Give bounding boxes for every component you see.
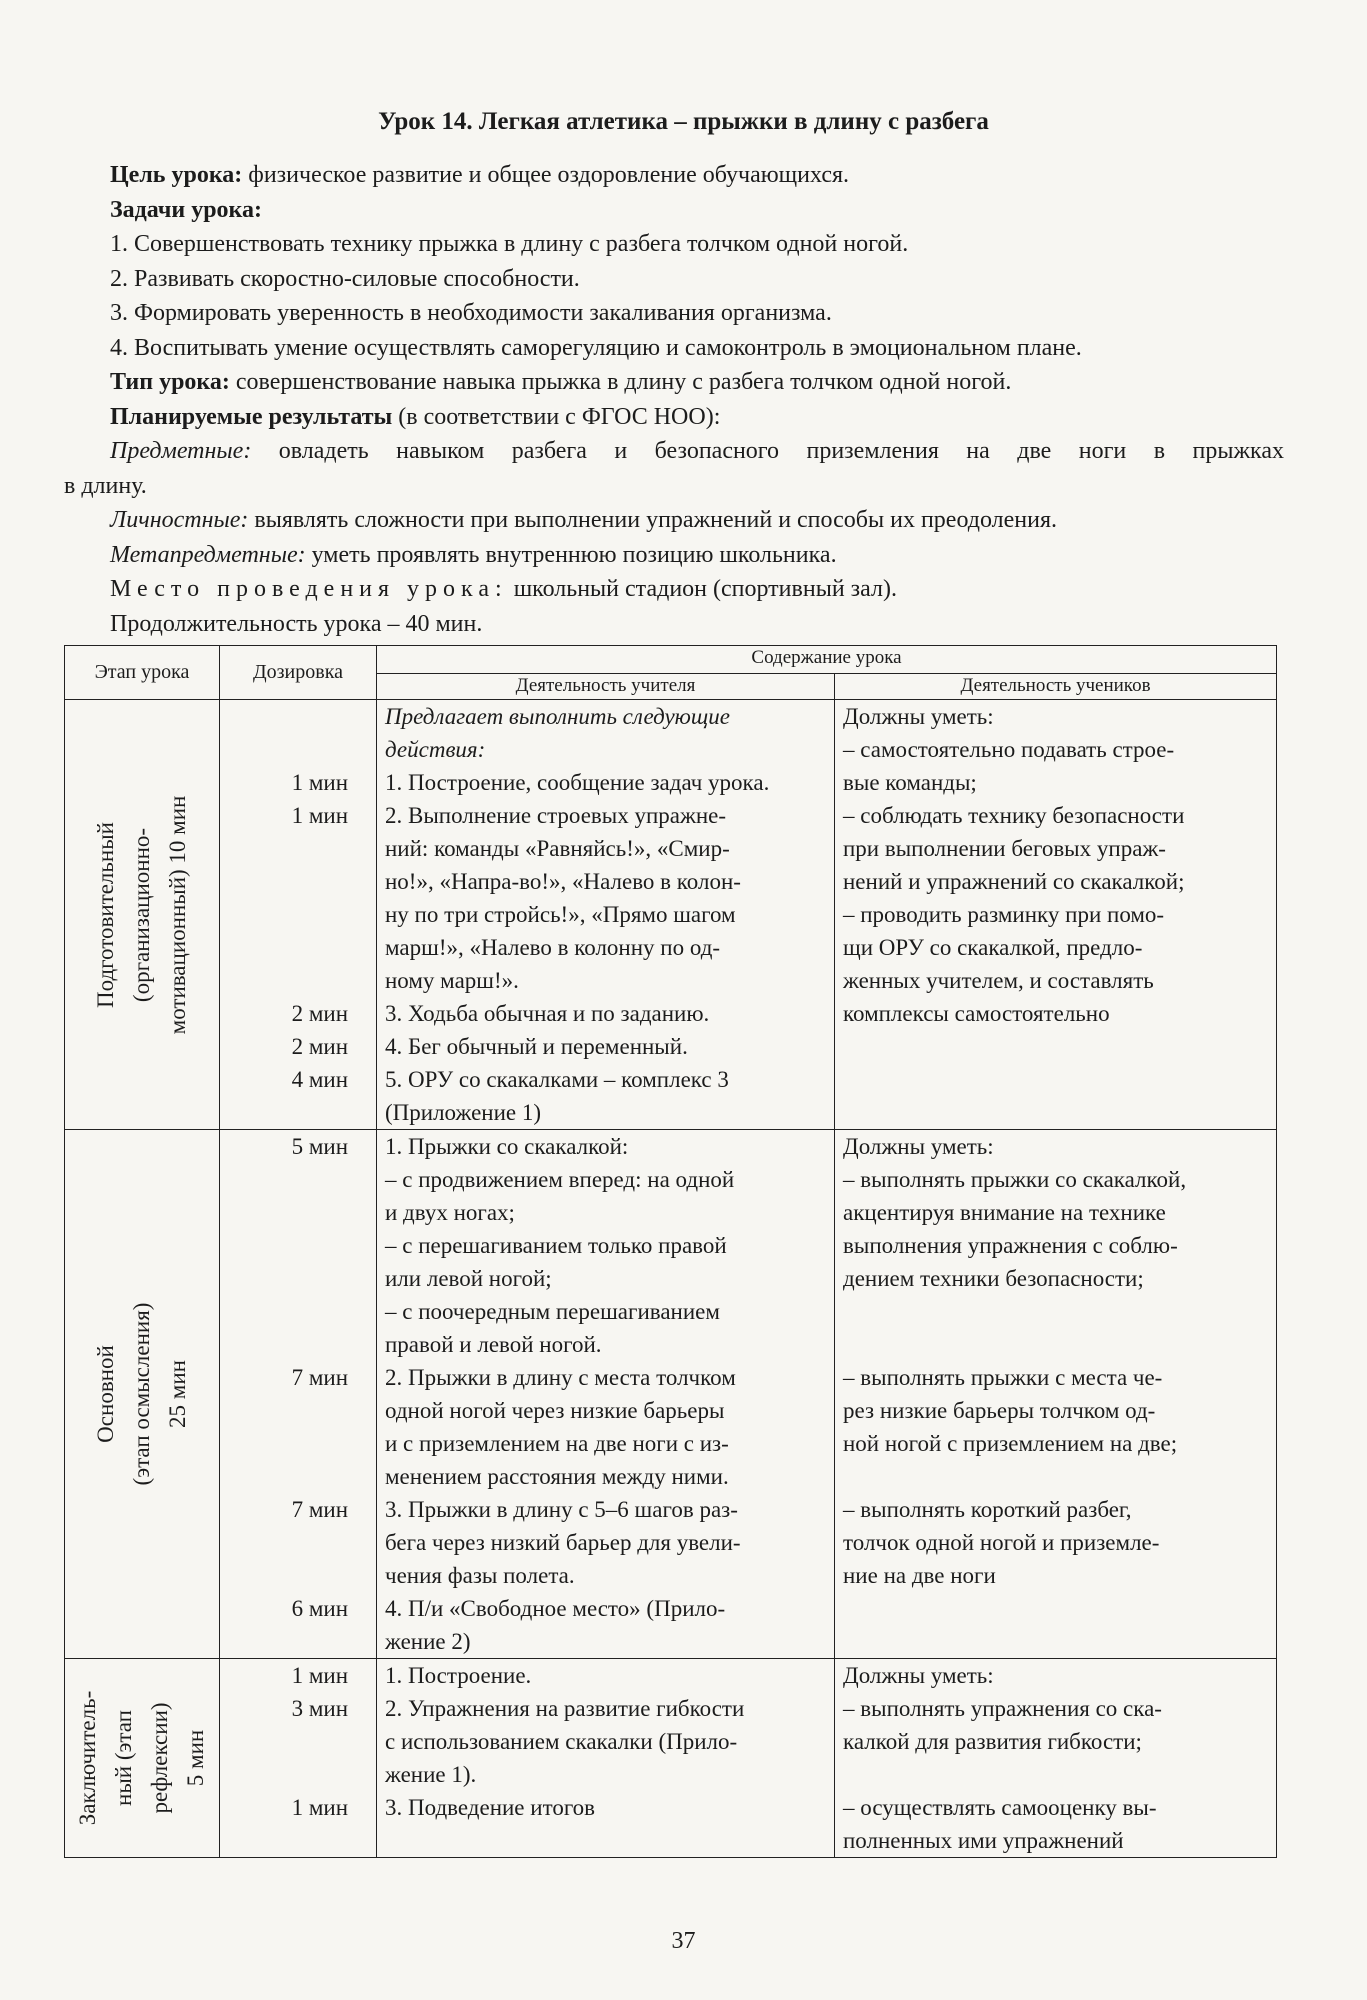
stage-label-line: мотивационный) 10 мин	[165, 795, 190, 1034]
subject-text: овладеть навыком разбега и безопасного приземления на две ноги в прыжках	[251, 438, 1284, 464]
table-row	[65, 1130, 1277, 1659]
teacher-cell-line: 2. Прыжки в длину с места толчком	[385, 1365, 736, 1390]
personal-text: выявлять сложности при выполнении упражнений и способы их преодоления.	[248, 507, 1058, 533]
lesson-title: Урок 14. Легкая атлетика – прыжки в длину с разбега	[378, 108, 989, 135]
goal-text: физическое развитие и общее оздоровление обучающихся.	[242, 162, 850, 188]
dose-cell-line	[220, 1096, 348, 1129]
subject-label: Предметные:	[110, 438, 252, 464]
students-cell-line: при выполнении беговых упраж-	[843, 836, 1166, 861]
dose-cell-line	[220, 733, 348, 766]
teacher-cell-line: и с приземлением на две ноги с из-	[385, 1431, 729, 1456]
dose-cell-line: 3 мин	[291, 1696, 348, 1721]
dose-cell-line	[220, 700, 348, 733]
dose-cell-line: 1 мин	[291, 803, 348, 828]
place-line	[64, 572, 1284, 607]
teacher-cell-line: 2. Упражнения на развитие гибкости	[385, 1696, 745, 1721]
students-cell-line: толчок одной ногой и приземле-	[843, 1530, 1160, 1555]
students-cell-line: калкой для развития гибкости;	[843, 1729, 1142, 1754]
students-cell-line	[843, 1758, 1270, 1791]
teacher-cell-line: 3. Ходьба обычная и по заданию.	[385, 1001, 710, 1026]
dose-cell-line	[220, 1262, 348, 1295]
meta-line	[64, 538, 1284, 573]
teacher-cell-line: 5. ОРУ со скакалками – комплекс 3	[385, 1067, 729, 1092]
table-row	[65, 700, 1277, 1130]
students-cell-line: вые команды;	[843, 770, 977, 795]
stage-label	[88, 1303, 196, 1486]
dose-cell-line	[220, 1625, 348, 1658]
students-cell-line	[843, 1030, 1270, 1063]
students-cell-line: – соблюдать технику безопасности	[843, 803, 1185, 828]
teacher-cell-line: ний: команды «Равняйсь!», «Смир-	[385, 836, 730, 861]
teacher-cell-line: жение 1).	[385, 1762, 477, 1787]
students-cell-line: – выполнять прыжки со скакалкой,	[843, 1167, 1187, 1192]
teacher-cell-line: 1. Прыжки со скакалкой:	[385, 1134, 629, 1159]
dose-cell-line	[220, 964, 348, 997]
students-cell-line: дением техники безопасности;	[843, 1266, 1144, 1291]
dose-cell-line	[220, 931, 348, 964]
page-number: 37	[671, 1928, 696, 1954]
students-cell-line	[843, 1460, 1270, 1493]
stage-label-line: (этап осмысления)	[129, 1302, 154, 1486]
dose-cell-line	[220, 1758, 348, 1791]
teacher-cell-line: чения фазы полета.	[385, 1563, 575, 1588]
type-line	[64, 365, 1284, 400]
students-cell-line: – проводить разминку при помо-	[843, 902, 1165, 927]
dose-cell-line: 1 мин	[291, 770, 348, 795]
subject-line	[64, 434, 1284, 469]
lesson-table	[64, 645, 1277, 1858]
students-cell-line	[843, 1096, 1270, 1129]
teacher-cell-line: менением расстояния между ними.	[385, 1464, 729, 1489]
dose-cell-line	[220, 1460, 348, 1493]
teacher-cell-line: марш!», «Налево в колонну по од-	[385, 935, 721, 960]
dose-cell-line	[220, 1163, 348, 1196]
task-item: 4. Воспитывать умение осуществлять саморегуляцию и самоконтроль в эмоциональном плане.	[110, 334, 1082, 361]
dose-cell-line: 5 мин	[291, 1134, 348, 1159]
students-cell-line: Должны уметь:	[843, 704, 994, 729]
teacher-cell-line	[385, 1824, 828, 1857]
teacher-cell-line: жение 2)	[385, 1629, 471, 1654]
dose-cell-line: 1 мин	[291, 1795, 348, 1820]
goal-label: Цель урока:	[110, 162, 243, 188]
stage-label-line: 25 мин	[165, 1360, 190, 1428]
dose-cell-line	[220, 865, 348, 898]
teacher-cell-line: одной ногой через низкие барьеры	[385, 1398, 725, 1423]
teacher-cell-line: и двух ногах;	[385, 1200, 515, 1225]
teacher-cell-line: 1. Построение, сообщение задач урока.	[385, 770, 770, 795]
teacher-cell-line: 3. Подведение итогов	[385, 1795, 596, 1820]
type-label: Тип урока:	[110, 369, 230, 395]
personal-line	[64, 503, 1284, 538]
task-item: 2. Развивать скоростно-силовые способности.	[110, 265, 580, 292]
stage-label-line: 5 мин	[183, 1729, 208, 1787]
stage-label	[88, 795, 196, 1034]
teacher-cell-line: бега через низкий барьер для увели-	[385, 1530, 741, 1555]
teacher-cell-line: с использованием скакалки (Прило-	[385, 1729, 738, 1754]
teacher-cell-line: – с перешагиванием только правой	[385, 1233, 727, 1258]
planned-label: Планируемые результаты	[110, 403, 393, 430]
teacher-cell-line: ному марш!».	[385, 968, 519, 993]
students-cell-line: щи ОРУ со скакалкой, предло-	[843, 935, 1143, 960]
stage-label-line: рефлексии)	[147, 1702, 172, 1814]
task-item: 3. Формировать уверенность в необходимости закаливания организма.	[110, 300, 832, 326]
meta-text: уметь проявлять внутреннюю позицию школьника.	[305, 541, 837, 568]
header-teacher: Деятельность учителя	[377, 674, 835, 700]
teacher-cell-line: правой и левой ногой.	[385, 1332, 602, 1357]
tasks-label: Задачи урока:	[110, 196, 263, 223]
dose-cell-line	[220, 1824, 348, 1857]
stage-cell	[65, 700, 220, 1130]
meta-label: Метапредметные:	[110, 541, 306, 568]
stage-label-line: Подготовительный	[93, 821, 118, 1008]
header-students: Деятельность учеников	[835, 674, 1277, 700]
dose-cell-line	[220, 1295, 348, 1328]
students-cell-line: ние на две ноги	[843, 1563, 996, 1588]
teacher-cell	[377, 1659, 835, 1858]
subject-line-2: в длину.	[64, 472, 147, 499]
dose-cell-line	[220, 832, 348, 865]
teacher-cell-line: 3. Прыжки в длину с 5–6 шагов раз-	[385, 1497, 738, 1522]
teacher-cell-line: действия:	[385, 737, 486, 762]
stage-label-line: ный (этап	[111, 1710, 136, 1806]
dose-cell	[220, 1659, 377, 1858]
header-dose: Дозировка	[220, 646, 377, 700]
students-cell-line: полненных ими упражнений	[843, 1828, 1124, 1853]
students-cell-line: Должны уметь:	[843, 1134, 994, 1159]
students-cell	[835, 1659, 1277, 1858]
students-cell-line	[843, 1625, 1270, 1658]
header-stage: Этап урока	[65, 646, 220, 700]
students-cell	[835, 1130, 1277, 1659]
dose-cell-line	[220, 1725, 348, 1758]
teacher-cell-line: – с поочередным перешагиванием	[385, 1299, 720, 1324]
students-cell-line	[843, 1295, 1270, 1328]
students-cell-line: – выполнять короткий разбег,	[843, 1497, 1132, 1522]
students-cell-line: нений и упражнений со скакалкой;	[843, 869, 1185, 894]
students-cell-line	[843, 1592, 1270, 1625]
dose-cell-line	[220, 1427, 348, 1460]
stage-label-line: Основной	[93, 1345, 118, 1443]
dose-cell-line	[220, 898, 348, 931]
teacher-cell	[377, 700, 835, 1130]
dose-cell-line	[220, 1196, 348, 1229]
duration-line: Продолжительность урока – 40 мин.	[110, 610, 483, 637]
dose-cell	[220, 1130, 377, 1659]
dose-cell-line: 7 мин	[291, 1365, 348, 1390]
table-row	[65, 1659, 1277, 1858]
students-cell-line: ной ногой с приземлением на две;	[843, 1431, 1178, 1456]
dose-cell-line	[220, 1526, 348, 1559]
students-cell-line: акцентируя внимание на технике	[843, 1200, 1166, 1225]
students-cell-line: – осуществлять самооценку вы-	[843, 1795, 1157, 1820]
dose-cell-line: 2 мин	[291, 1001, 348, 1026]
stage-label	[70, 1691, 214, 1825]
teacher-cell-line: ну по три стройсь!», «Прямо шагом	[385, 902, 736, 927]
dose-cell-line: 6 мин	[291, 1596, 348, 1621]
lesson-intro	[64, 158, 1284, 641]
students-cell-line: женных учителем, и составлять	[843, 968, 1154, 993]
place-text: школьный стадион (спортивный зал).	[507, 576, 897, 602]
dose-cell-line	[220, 1229, 348, 1262]
teacher-cell-line: Предлагает выполнить следующие	[385, 704, 730, 729]
planned-line	[64, 400, 1284, 435]
planned-text: (в соответствии с ФГОС НОО):	[392, 403, 721, 430]
dose-cell-line	[220, 1559, 348, 1592]
students-cell-line: рез низкие барьеры толчком од-	[843, 1398, 1156, 1423]
dose-cell-line: 2 мин	[291, 1034, 348, 1059]
teacher-cell	[377, 1130, 835, 1659]
dose-cell-line: 7 мин	[291, 1497, 348, 1522]
stage-label-line: Заключитель-	[75, 1690, 100, 1826]
students-cell-line: комплексы самостоятельно	[843, 1001, 1110, 1026]
dose-cell-line	[220, 1394, 348, 1427]
teacher-cell-line: – с продвижением вперед: на одной	[385, 1167, 735, 1192]
personal-label: Личностные:	[110, 507, 249, 533]
goal-line	[64, 158, 1284, 193]
teacher-cell-line: или левой ногой;	[385, 1266, 552, 1291]
stage-label-line: (организационно-	[129, 827, 154, 1002]
place-label: Место проведения урока:	[110, 576, 508, 602]
students-cell-line	[843, 1063, 1270, 1096]
teacher-cell-line: 1. Построение.	[385, 1663, 532, 1688]
table-header-row	[65, 646, 1277, 674]
students-cell-line	[843, 1328, 1270, 1361]
task-item: 1. Совершенствовать технику прыжка в длину с разбега толчком одной ногой.	[110, 231, 909, 257]
students-cell-line: выполнения упражнения с соблю-	[843, 1233, 1178, 1258]
stage-cell	[65, 1659, 220, 1858]
teacher-cell-line: 2. Выполнение строевых упражне-	[385, 803, 727, 828]
students-cell-line: – самостоятельно подавать строе-	[843, 737, 1175, 762]
type-text: совершенствование навыка прыжка в длину с разбега толчком одной ногой.	[229, 369, 1012, 395]
dose-cell-line: 4 мин	[291, 1067, 348, 1092]
dose-cell	[220, 700, 377, 1130]
dose-cell-line	[220, 1328, 348, 1361]
teacher-cell-line: 4. П/и «Свободное место» (Прило-	[385, 1596, 726, 1621]
students-cell-line: Должны уметь:	[843, 1663, 994, 1688]
teacher-cell-line: (Приложение 1)	[385, 1100, 542, 1125]
stage-cell	[65, 1130, 220, 1659]
students-cell-line: – выполнять упражнения со ска-	[843, 1696, 1162, 1721]
teacher-cell-line: 4. Бег обычный и переменный.	[385, 1034, 688, 1059]
header-content: Содержание урока	[377, 646, 1277, 674]
students-cell	[835, 700, 1277, 1130]
dose-cell-line: 1 мин	[291, 1663, 348, 1688]
teacher-cell-line: но!», «Напра-во!», «Налево в колон-	[385, 869, 741, 894]
students-cell-line: – выполнять прыжки с места че-	[843, 1365, 1163, 1390]
